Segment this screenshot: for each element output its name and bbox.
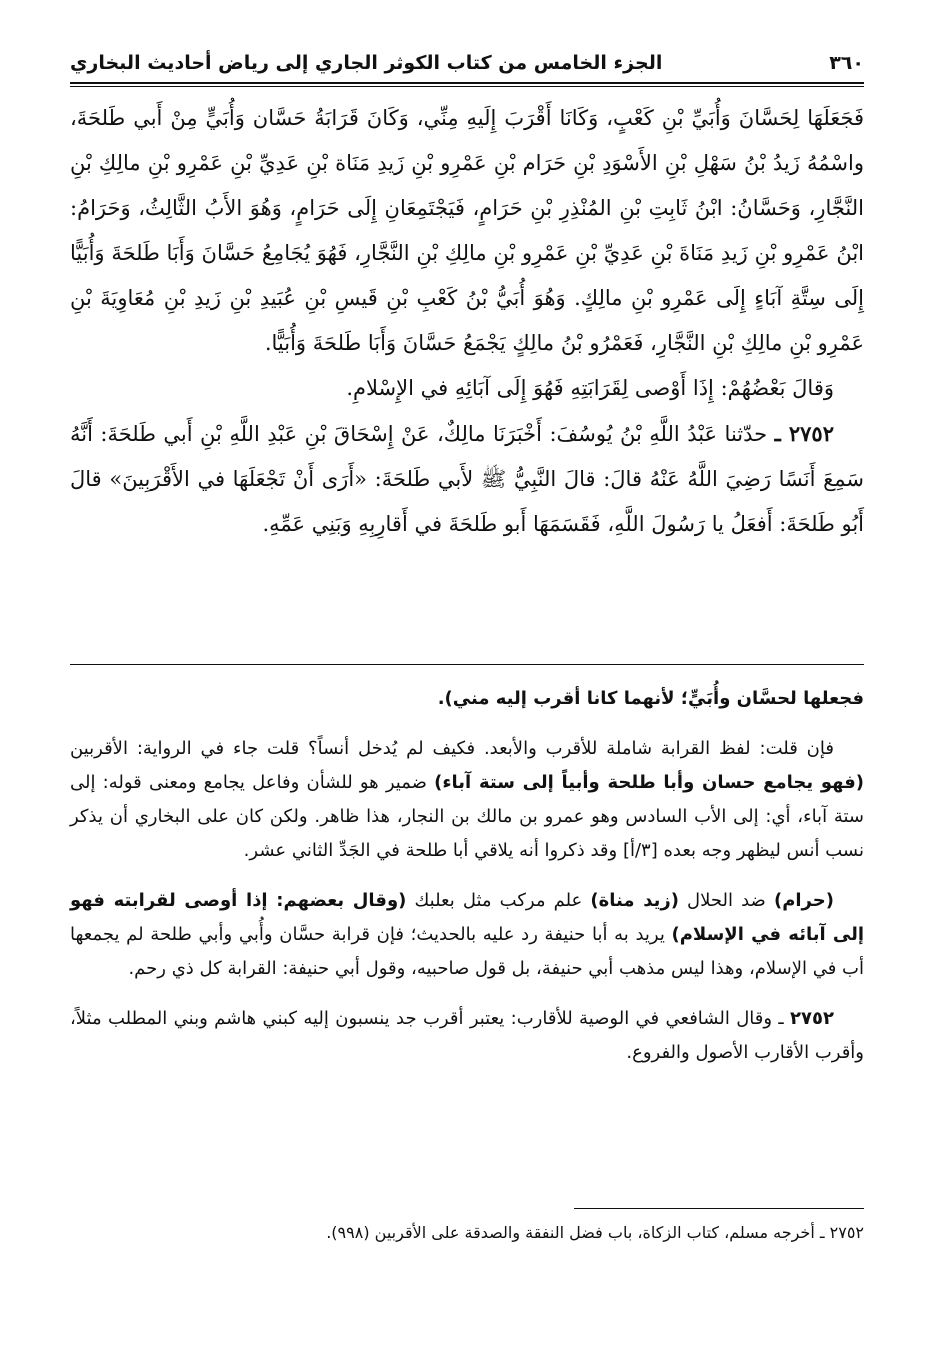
footnote: ٢٧٥٢ ـ أخرجه مسلم، كتاب الزكاة، باب فضل النفقة والصدقة على الأقربين (٩٩٨). <box>326 1223 864 1242</box>
commentary-text: يريد به أبا حنيفة رد عليه بالحديث؛ فإن قرابة حسَّان وأُبي وأبي طلحة لم يجمعها أب في الإسلام، وهذا ليس مذهب أبي حنيفة، بل قول صاحبيه، وقول أبي حنيفة: القرابة كل ذي رحم. <box>70 924 864 979</box>
commentary-text: ضمير هو للشأن وفاعل يجامع ومعنى قوله: إلى ستة آباء، أي: إلى الأب السادس وهو عمرو بن مالك بن النجار، هذا ظاهر. ولكن كان على البخاري أن يذكر نسب أنس ليظهر وجه بعده [٣/أ] وقد ذكروا أنه يلاقي أبا طلحة في الجَدِّ الثاني عشر. <box>70 772 864 861</box>
commentary-lemma: (وقال بعضهم: إذا أوصى لقرابته فهو إلى آبائه في الإسلام) <box>70 890 864 945</box>
hadith-body: حدّثنا عَبْدُ اللَّهِ بْنُ يُوسُفَ: أَخْبَرَنَا مالِكٌ، عَنْ إِسْحَاقَ بْنِ عَبْدِ اللَّهِ بْنِ أَبي طَلحَةَ: أَنَّهُ سَمِعَ أَنَسًا رَضِيَ اللَّهُ عَنْهُ قالَ: قالَ النَّبِيُّ ﷺ لأَبي طَلحَةَ: «أَرَى أَنْ تَجْعَلَهَا في الأَقْرَبِينَ» قالَ أَبُو طَلحَةَ: أَفعَلُ يا رَسُولَ اللَّهِ، فَقَسَمَهَا أَبو طَلحَةَ في أَقارِبِهِ وَبَنِي عَمِّهِ. <box>70 422 864 536</box>
commentary-paragraph-2 <box>70 732 864 868</box>
hadith-number: ٢٧٥٢ ـ <box>774 421 834 446</box>
header-rule <box>70 82 864 84</box>
commentary-text: ضد الحلال <box>678 890 774 911</box>
commentary-paragraph-1 <box>70 682 864 716</box>
footnote-rule <box>574 1208 864 1209</box>
hadith-paragraph <box>70 411 864 547</box>
commentary-paragraph-4 <box>70 1002 864 1070</box>
commentary-text: ـ وقال الشافعي في الوصية للأقارب: يعتبر أقرب جد ينسبون إليه كبني هاشم وبني المطلب مثلاً، وأقرب الأقارب الأصول والفروع. <box>70 1008 864 1063</box>
commentary-block <box>70 682 864 1086</box>
section-divider <box>70 664 864 665</box>
commentary-lemma: (فهو يجامع حسان وأبا طلحة وأبياً إلى ستة آباء) <box>434 772 864 793</box>
matn-paragraph-2: وَقالَ بَعْضُهُمْ: إِذَا أَوْصى لِقَرَابَتِهِ فَهُوَ إِلَى آبَائِهِ في الإِسْلامِ. <box>346 376 834 400</box>
page-number: ٣٦٠ <box>829 52 864 74</box>
running-title: الجزء الخامس من كتاب الكوثر الجاري إلى رياض أحاديث البخاري <box>70 52 663 74</box>
hadith-text-block <box>70 96 864 547</box>
commentary-lemma: (حرام) <box>773 890 834 911</box>
commentary-paragraph-3 <box>70 884 864 986</box>
running-header <box>70 34 864 74</box>
commentary-lemma: فجعلها لحسَّان وأُبَيٍّ؛ لأنهما كانا أقرب إليه مني). <box>437 688 864 709</box>
commentary-text: فإن قلت: لفظ القرابة شاملة للأقرب والأبعد. فكيف لم يُدخل أنساً؟ قلت جاء في الرواية: الأقربين <box>70 738 834 759</box>
matn-paragraph-1: فَجَعَلَهَا لِحَسَّانَ وَأُبَيِّ بْنِ كَعْبٍ، وَكَانَا أَقْرَبَ إِلَيهِ مِنِّي، وَكَانَ قَرَابَةُ حَسَّان وَأُبَيٍّ مِنْ أَبي طَلحَةَ، واسْمُهُ زَيدُ بْنُ سَهْلِ بْنِ الأَسْوَدِ بْنِ حَرَام بْنِ عَمْرِو بْنِ زَيدِ مَنَاة بْنِ عَدِيِّ بْنِ عَمْرِو بْنِ مالِكِ بْنِ النَّجَّارِ، وَحَسَّانُ: ابْنُ ثَابِتِ بْنِ المُنْذِرِ بْنِ حَرَامٍ، فَيَجْتَمِعَانِ إِلَى حَرَامٍ، وَهُوَ الأَبُ الثَّالِثُ، وَحَرَامُ: ابْنُ عَمْرِو بْنِ زَيدِ مَنَاةَ بْنِ عَدِيِّ بْنِ عَمْرِو بْنِ مالِكِ بْنِ النَّجَّارِ، فَهُوَ يُجَامِعُ حَسَّانَ وَأَبَا طَلحَةَ وَأُبَيًّا إِلَى سِتَّةِ آبَاءٍ إِلَى عَمْرِو بْنِ مالِكٍ. وَهُوَ أُبَيُّ بْنُ كَعْبِ بْنِ قَيسِ بْنِ عُبَيدِ بْنِ زَيدِ بْنِ مُعَاوِيَةَ بْنِ عَمْرِو بْنِ مالِكِ بْنِ النَّجَّارِ، فَعَمْرُو بْنُ مالِكٍ يَجْمَعُ حَسَّانَ وَأَبَا طَلحَةَ وَأُبَيًّا. <box>70 106 864 355</box>
commentary-lemma: (زيد مناة) <box>590 890 679 911</box>
commentary-hadith-number: ٢٧٥٢ <box>790 1008 834 1029</box>
commentary-text: علم مركب مثل بعلبك <box>406 890 591 911</box>
header-rule-thin <box>70 86 864 87</box>
